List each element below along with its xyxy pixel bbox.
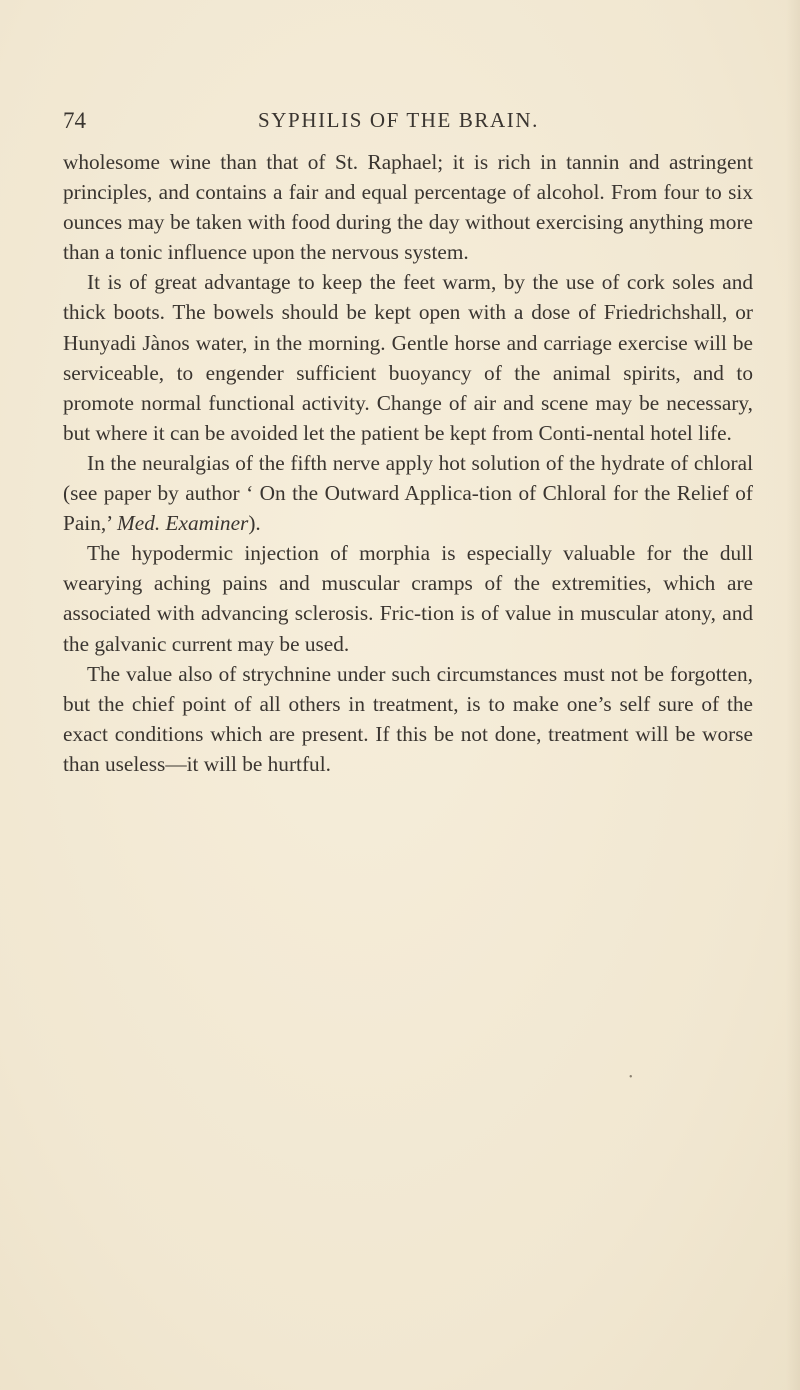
running-head bbox=[63, 108, 753, 138]
running-head-title: SYPHILIS OF THE BRAIN. bbox=[258, 108, 540, 132]
paragraph-morphia: The hypodermic injection of morphia is especially valuable for the dull wearying aching pains and muscular cramps of the extremities, which are associated with advancing sclerosis. Fric-tion is of value in muscular atony, and the galvanic current may be used. bbox=[63, 541, 753, 656]
citation-journal: Med. Examiner bbox=[117, 511, 249, 536]
body-text bbox=[63, 147, 753, 779]
page-edge-shadow bbox=[786, 0, 800, 1390]
paragraph-feet-warm: It is of great advantage to keep the feet warm, by the use of cork soles and thick boots. The bowels should be kept open with a dose of Friedrichshall, or Hunyadi Jànos water, in the morning. Gentle horse and carriage exercise will be serviceable, to engender sufficient buoyancy of the animal spirits, and to promote normal functional activity. Change of air and scene may be necessary, but where it can be avoided let the patient be kept from Conti-nental hotel life. bbox=[63, 270, 753, 445]
neuralgias-text: In the neuralgias of the fifth nerve apply hot solution of the hydrate of chloral (see paper by author ‘ On the Outward Applica-tion of Chloral for the Relief of Pain,’ bbox=[63, 450, 753, 536]
neuralgias-text-end: ). bbox=[248, 511, 261, 536]
page-number: 74 bbox=[63, 108, 86, 133]
paper-blemish: • bbox=[629, 1072, 633, 1083]
paragraph-wine: wholesome wine than that of St. Raphael; it is rich in tannin and astringent principles, and contains a fair and equal percentage of alcohol. From four to six ounces may be taken with food during the day without exercising anything more than a tonic influence upon the nervous system. bbox=[63, 150, 753, 265]
paragraph-strychnine: The value also of strychnine under such circumstances must not be forgotten, but the chief point of all others in treatment, is to make one’s self sure of the exact conditions which are present. If this be not done, treatment will be worse than useless—it will be hurtful. bbox=[63, 661, 753, 776]
paragraph-neuralgias bbox=[63, 448, 753, 538]
